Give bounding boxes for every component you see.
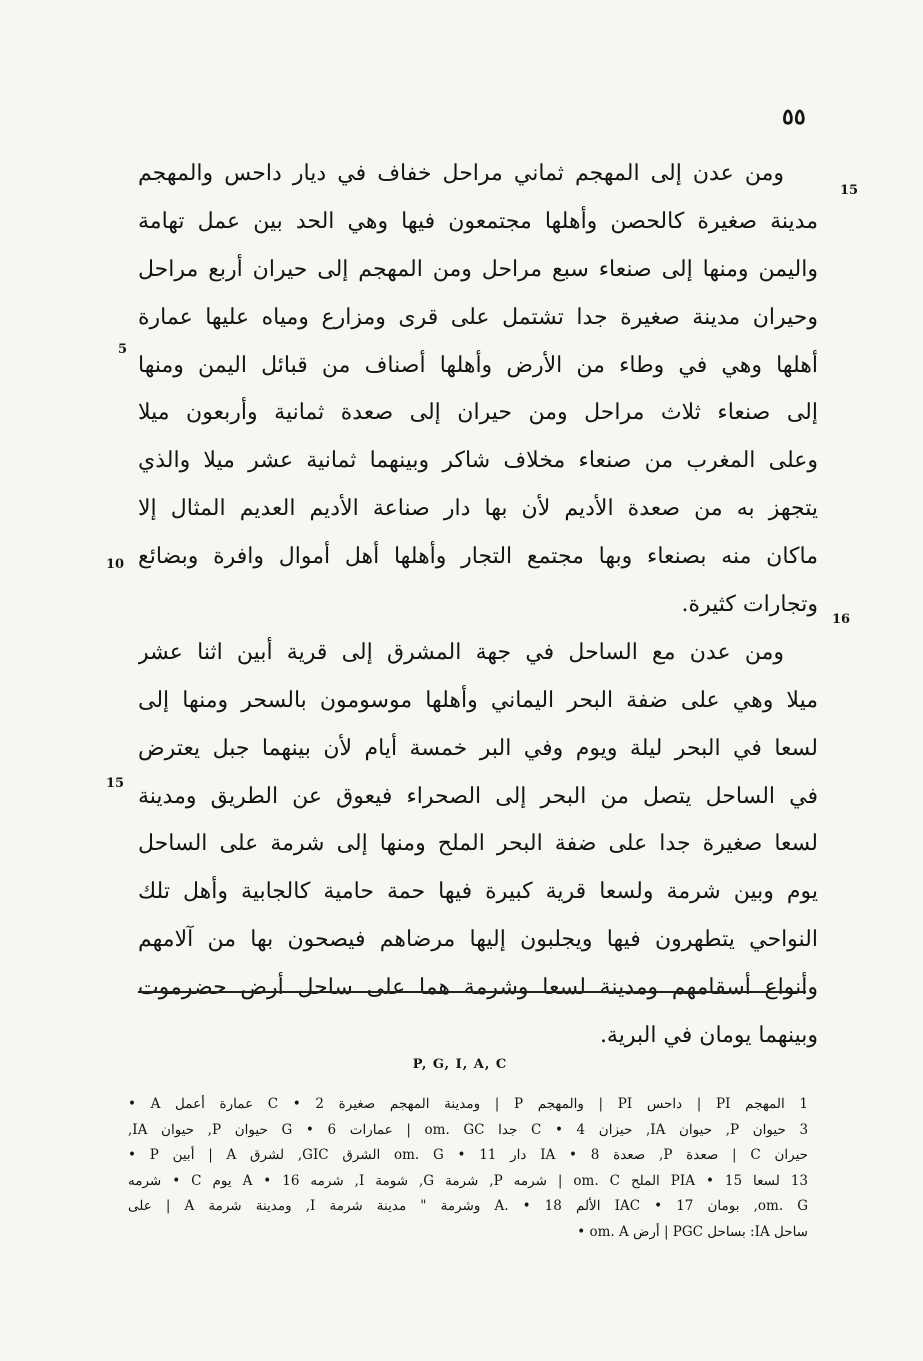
- text-line: أهلها وهي في وطاء من الأرض وأهلها أصناف من قبائل اليمن ومنها: [138, 352, 818, 378]
- apparatus-line: 13 لسعا PIA • 15 الملح om. C | شرمه P, شرمة G, شومة I, شرمه A • 16 يوم C • شرمه: [128, 1172, 808, 1189]
- paragraph-1: [138, 150, 818, 629]
- margin-line-number-5: 5: [118, 342, 128, 357]
- footnote-divider: [138, 991, 806, 993]
- margin-line-number-15: 15: [106, 776, 125, 791]
- apparatus-line: 3 حيوان P, حيوان IA, حيزان C • 4 جدا om. GC | عمارات G • 6 حيوان P, حيوان IA,: [128, 1121, 808, 1138]
- text-line: إلى صنعاء ثلاث مراحل ومن حيران إلى صعدة ثمانية وأربعون ميلا: [138, 400, 818, 426]
- text-line: يتجهز به من صعدة الأديم لأن بها دار صناعة الأديم العديم المثال إلا: [138, 496, 818, 522]
- text-line: ميلا وهي على ضفة البحر اليماني وأهلها موسومون بالسحر ومنها إلى: [138, 687, 818, 713]
- text-line: لسعا صغيرة جدا على ضفة البحر الملح ومنها إلى شرمة على الساحل: [138, 831, 818, 857]
- apparatus-line: 1 المهجم PI | داحس PI | والمهجم P | ومدينة المهجم صغيرة C • 2 عمارة أعمل A •: [128, 1096, 808, 1112]
- text-line: وبينهما يومان في البرية.: [599, 1023, 818, 1049]
- text-line: لسعا في البحر ليلة ويوم وفي البر خمسة أيام لأن بينهما جبل يعترض: [138, 735, 818, 761]
- margin-line-number-10: 10: [106, 557, 125, 572]
- apparatus-line: ساحل IA: بساحل PGC | أرض om. A •: [577, 1223, 808, 1240]
- text-line: وتجارات كثيرة.: [681, 592, 818, 618]
- page-number: ٥٥: [782, 104, 806, 130]
- critical-apparatus: [128, 1092, 808, 1246]
- text-line: النواحي يتطهرون فيها ويجلبون إليها مرضاهم فيصحون بها من آلامهم: [138, 927, 818, 953]
- text-line: مدينة صغيرة كالحصن وأهلها مجتمعون فيها وهي الحد بين عمل تهامة: [138, 208, 818, 234]
- text-line: يوم وبين شرمة ولسعا قرية كبيرة فيها حمة حامية كالجابية وأهل تلك: [138, 879, 818, 905]
- text-line: في الساحل يتصل من البحر إلى الصحراء فيعوق عن الطريق ومدينة: [138, 783, 818, 809]
- manuscript-sigla: P, G, I, A, C: [412, 1057, 508, 1072]
- text-line: ماكان منه بصنعاء وبها مجتمع التجار وأهلها أهل أموال وافرة وبضائع: [138, 544, 818, 570]
- text-line: وعلى المغرب من صنعاء مخلاف شاكر وبينهما ثمانية عشر ميلا والذي: [138, 448, 818, 474]
- main-text: [138, 150, 818, 1060]
- paragraph-2: [138, 629, 818, 1060]
- text-line: ومن عدن إلى المهجم ثماني مراحل خفاف في ديار داحس والمهجم: [138, 161, 784, 186]
- margin-number-paragraph-15: 15: [840, 183, 859, 198]
- margin-number-paragraph-16: 16: [832, 612, 851, 627]
- text-line: وأنواع أسقامهم ومدينة لسعا وشرمة هما على ساحل أرض حضرموت: [138, 975, 818, 1001]
- text-line: ومن عدن مع الساحل في جهة المشرق إلى قرية أبين اثنا عشر: [138, 639, 784, 665]
- text-line: واليمن ومنها إلى صنعاء سبع مراحل ومن المهجم إلى حيران أربع مراحل: [138, 256, 818, 282]
- apparatus-line: حيران C | صعدة P, صعدة IA • 8 دار om. G • 11 الشرق GIC, لشرق A | أبين P •: [128, 1147, 808, 1164]
- text-line: وحيران مدينة صغيرة جدا تشتمل على قرى ومزارع ومياه عليها عمارة: [138, 304, 818, 330]
- apparatus-line: om. G, بومان IAC • 17 الألم A. • 18 وشرمة " مدينة شرمة I, ومدينة شرمة A | على: [128, 1198, 808, 1215]
